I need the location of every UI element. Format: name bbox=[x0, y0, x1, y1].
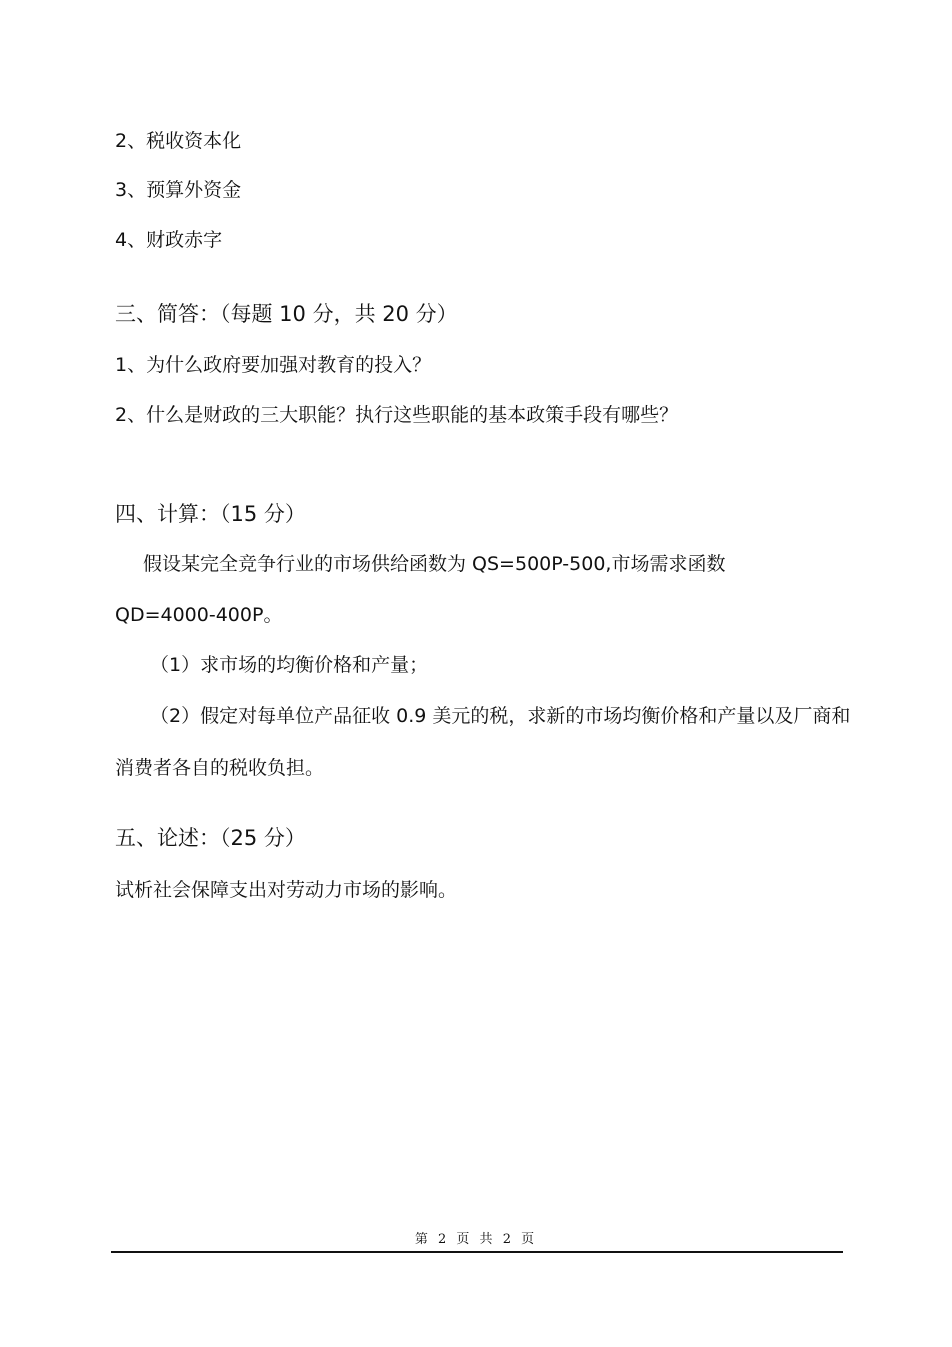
sub-question-2-line-1: （2）假定对每单位产品征收 0.9 美元的税，求新的市场均衡价格和产量以及厂商和 bbox=[150, 705, 851, 727]
footer-divider bbox=[111, 1251, 843, 1253]
essay-question: 试析社会保障支出对劳动力市场的影响。 bbox=[115, 879, 458, 901]
section-5-heading: 五、论述：（25 分） bbox=[115, 826, 306, 850]
sub-question-1: （1）求市场的均衡价格和产量； bbox=[150, 654, 429, 676]
term-item-3: 3、预算外资金 bbox=[115, 179, 242, 201]
term-item-4: 4、财政赤字 bbox=[115, 229, 223, 251]
short-answer-1: 1、为什么政府要加强对教育的投入？ bbox=[115, 354, 432, 376]
problem-text-line-1: 假设某完全竞争行业的市场供给函数为 QS=500P-500,市场需求函数 bbox=[143, 553, 726, 575]
problem-text-line-2: QD=4000-400P。 bbox=[115, 604, 283, 626]
term-item-2: 2、税收资本化 bbox=[115, 130, 242, 152]
section-4-heading: 四、计算：（15 分） bbox=[115, 502, 306, 526]
sub-question-2-line-2: 消费者各自的税收负担。 bbox=[115, 757, 325, 779]
page-number: 第 2 页 共 2 页 bbox=[414, 1232, 538, 1247]
section-3-heading: 三、简答：（每题 10 分，共 20 分） bbox=[115, 302, 458, 326]
short-answer-2: 2、什么是财政的三大职能？执行这些职能的基本政策手段有哪些？ bbox=[115, 404, 679, 426]
